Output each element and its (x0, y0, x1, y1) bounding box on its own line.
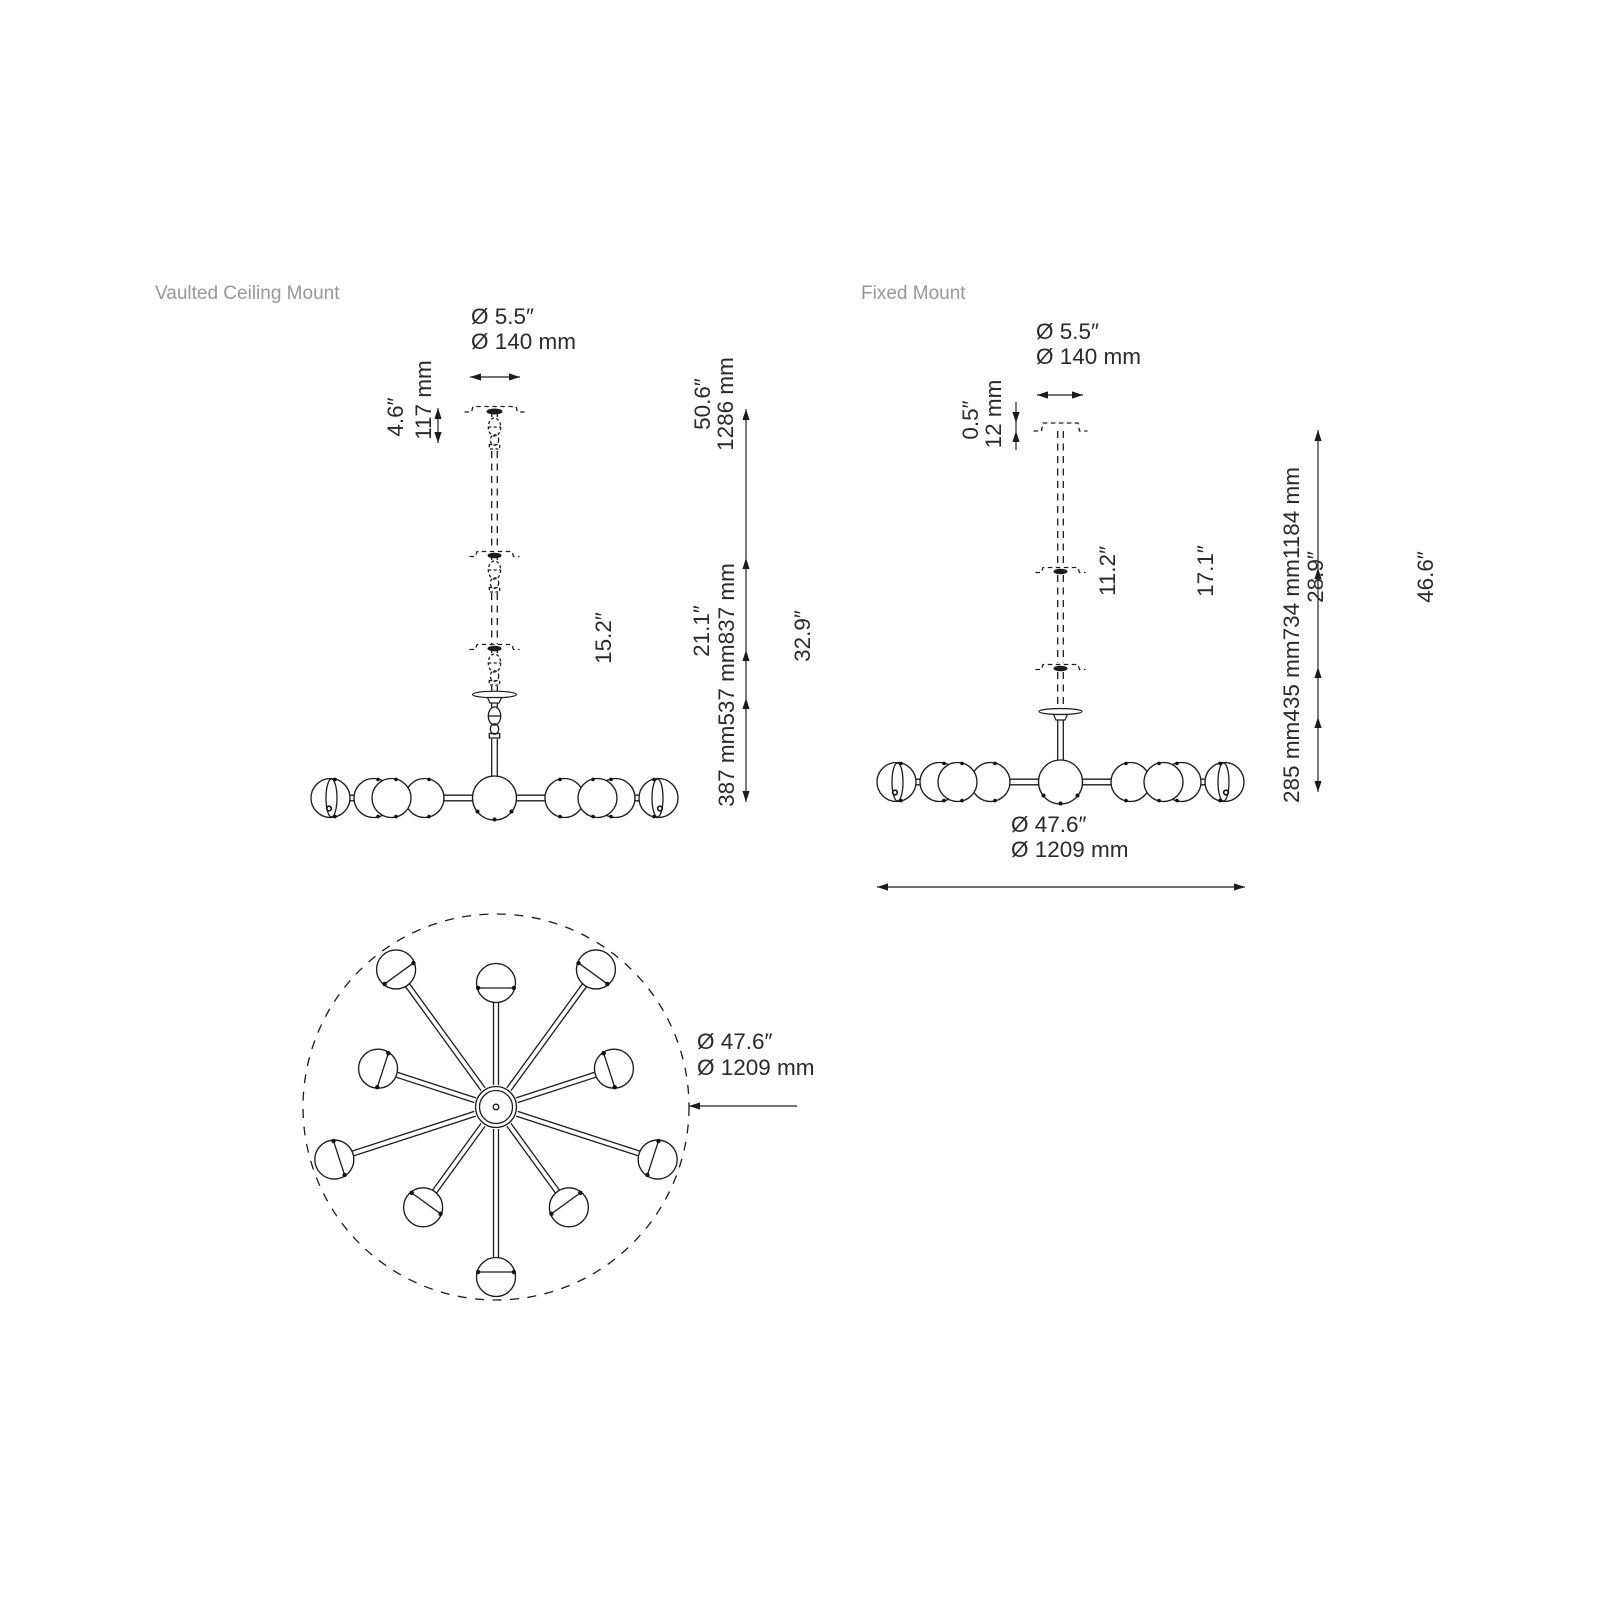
vaulted-canopy-dia-mm: Ø 140 mm (471, 329, 577, 354)
fixed-canopy-dia-in: Ø 5.5″ (1036, 319, 1099, 344)
top-view-dia-mm: Ø 1209 mm (697, 1055, 815, 1080)
fixed-stem (1034, 423, 1088, 760)
vaulted-seg3-in: 32.9″ (789, 610, 815, 662)
vaulted-mm-stack: 387 mm537 mm837 mm (713, 563, 739, 807)
fixed-canopy-h-mm: 12 mm (980, 379, 1006, 449)
vaulted-canopy-h-mm: 117 mm (410, 360, 436, 440)
top-view-dia-in: Ø 47.6″ (697, 1029, 773, 1054)
vaulted-total-mm: 1286 mm (712, 357, 738, 451)
vaulted-total-in: 50.6″ (689, 378, 715, 430)
fixed-globes (877, 760, 1244, 806)
top-view-drawing (303, 914, 689, 1300)
fixed-total-in: 46.6″ (1412, 551, 1438, 603)
vaulted-canopy-dia-in: Ø 5.5″ (471, 304, 534, 329)
dimension-arrowheads (434, 373, 1321, 1109)
fixed-seg3-in: 28.9″ (1302, 551, 1328, 603)
vaulted-globes (311, 776, 678, 822)
fixed-title: Fixed Mount (861, 283, 966, 304)
vaulted-canopy-h-in: 4.6″ (382, 397, 408, 437)
fixed-width-in: Ø 47.6″ (1011, 812, 1087, 837)
dimension-lines (434, 373, 1321, 1109)
fixed-width-mm: Ø 1209 mm (1011, 837, 1129, 862)
fixed-seg1-in: 11.2″ (1094, 545, 1120, 597)
fixed-mm-stack: 285 mm435 mm734 mm1184 mm (1278, 467, 1304, 803)
vaulted-stem (465, 407, 525, 778)
vaulted-title: Vaulted Ceiling Mount (155, 283, 340, 304)
fixed-canopy-h-in: 0.5″ (957, 400, 983, 440)
vaulted-seg1-in: 15.2″ (590, 612, 616, 664)
fixed-seg2-in: 17.1″ (1192, 545, 1218, 597)
vaulted-seg2-in: 21.1″ (688, 605, 714, 657)
fixed-canopy-dia-mm: Ø 140 mm (1036, 344, 1142, 369)
